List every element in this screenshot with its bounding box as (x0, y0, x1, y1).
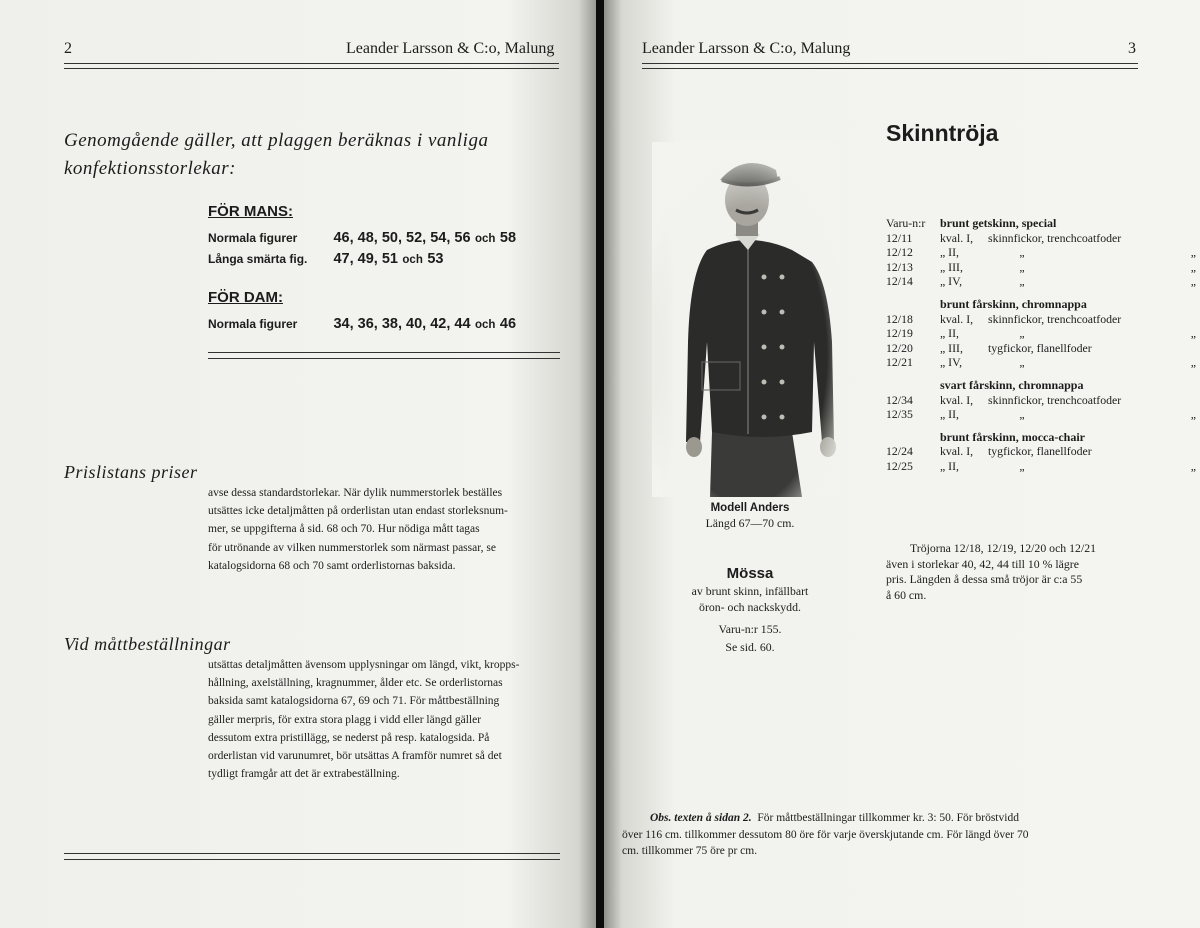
table-row (886, 393, 1196, 408)
measure-line: hållning, axelställning, kragnummer, ålder etc. Se orderlistornas (208, 677, 503, 690)
measure-line: baksida samt katalogsidorna 67, 69 och 71. För måttbeställning (208, 695, 500, 708)
size-label: Normala figurer (208, 317, 298, 331)
table-row (886, 245, 1196, 260)
prices-line: för utrönande av vilken nummerstorlek som närmast passar, se (208, 541, 496, 554)
quality: kval. I, (940, 230, 974, 245)
size-last: 53 (427, 251, 444, 267)
size-label: Normala figurer (208, 231, 298, 245)
table-header-row (886, 216, 1196, 231)
description: skinnfickor, trenchcoatfoder (988, 392, 1122, 407)
table-row (886, 459, 1196, 474)
cap-page-ref: Se sid. 60. (725, 640, 775, 654)
ditto: „ (1190, 458, 1196, 473)
footer-line: cm. tillkommer 75 öre pr cm. (622, 845, 758, 857)
description: tygfickor, flanellfoder (988, 444, 1092, 459)
right-page-number: 3 (1128, 40, 1136, 57)
size-last: 46 (499, 316, 517, 332)
table-row (886, 326, 1196, 341)
measure-line: gäller merpris, för extra stora plagg i vidd eller längd gäller (208, 713, 482, 726)
quality: „ III, (940, 259, 963, 274)
ditto: „ (1019, 326, 1025, 341)
item-number: 12/35 (886, 407, 913, 422)
varu-label: Varu-n:r (886, 216, 926, 230)
note-line: pris. Längden å dessa små tröjor är c:a 55 (886, 572, 1083, 587)
quality: kval. I, (940, 311, 974, 326)
table-row (886, 312, 1196, 327)
table-row (886, 407, 1196, 422)
table-row (886, 341, 1196, 356)
item-number: 12/14 (886, 274, 913, 289)
size-och: och (474, 233, 496, 245)
group-heading: svart fårskinn, chromnappa (940, 377, 1084, 392)
size-values: 34, 36, 38, 40, 42, 44 (333, 316, 471, 332)
table-row (886, 355, 1196, 370)
men-row-normal (208, 229, 516, 247)
men-row-tall (208, 250, 443, 268)
intro-line-1: Genomgående gäller, att plaggen beräknas i vanliga (64, 130, 489, 151)
size-och: och (474, 319, 496, 331)
model-photo (652, 142, 842, 497)
group-heading: brunt fårskinn, mocca-chair (940, 429, 1085, 444)
measure-heading: Vid måttbeställningar (64, 634, 231, 654)
prices-line: katalogsidorna 68 och 70 samt orderlistornas baksida. (208, 559, 456, 572)
product-title: Skinntröja (886, 120, 999, 146)
table-row (886, 274, 1196, 289)
prices-heading: Prislistans priser (64, 462, 198, 482)
footer-note (622, 810, 1138, 860)
sizes-rule (208, 352, 560, 359)
size-values: 47, 49, 51 (333, 251, 398, 267)
cap-line: öron- och nackskydd. (699, 599, 801, 614)
description: tygfickor, flanellfoder (988, 340, 1092, 355)
cap-item-number: Varu-n:r 155. (718, 622, 782, 636)
group-heading: brunt fårskinn, chromnappa (940, 296, 1087, 311)
ditto: „ (1190, 259, 1196, 274)
ditto: „ (1190, 407, 1196, 422)
footer-lead: Obs. texten å sidan 2. (650, 812, 752, 824)
item-number: 12/25 (886, 458, 913, 473)
quality: „ III, (940, 340, 963, 355)
ditto: „ (1190, 245, 1196, 260)
note-line: även i storlekar 40, 42, 44 till 10 % lägre (886, 556, 1079, 571)
right-running-header: Leander Larsson & C:o, Malung (642, 40, 851, 57)
ditto: „ (1019, 259, 1025, 274)
photo-caption-length: Längd 67—70 cm. (705, 516, 795, 530)
footer-line: över 116 cm. tillkommer dessutom 80 öre för varje överskjutande cm. För längd över 70 (622, 828, 1029, 841)
quality: „ II, (940, 245, 959, 260)
measure-paragraph (208, 656, 560, 783)
ditto: „ (1019, 355, 1025, 370)
ditto: „ (1019, 458, 1025, 473)
table-row (886, 260, 1196, 275)
footer-line: För måttbeställningar tillkommer kr. 3: 50. För bröstvidd (757, 812, 1019, 824)
table-header-row (886, 297, 1196, 312)
cap-title: Mössa (726, 565, 774, 582)
measure-line: dessutom extra pristillägg, se nederst på resp. katalogsida. På (208, 731, 490, 744)
measure-line: utsättas detaljmåtten ävensom upplysningar om längd, vikt, kropps- (208, 659, 520, 671)
small-sizes-note (886, 541, 1138, 603)
intro-line-2: konfektionsstorlekar: (64, 158, 236, 179)
measure-line: tydligt framgår att det är extrabeställning. (208, 768, 400, 781)
prices-line: avse dessa standardstorlekar. När dylik nummerstorlek beställes (208, 487, 503, 499)
note-line: Tröjorna 12/18, 12/19, 12/20 och 12/21 (910, 541, 1097, 555)
table-row (886, 444, 1196, 459)
book-gutter (596, 0, 604, 928)
item-number: 12/11 (886, 230, 913, 245)
prices-line: utsättes icke detaljmåtten på orderlistan utan endast storleksnum- (208, 505, 508, 518)
table-header-row (886, 378, 1196, 393)
ditto: „ (1190, 326, 1196, 341)
table-header-row (886, 430, 1196, 445)
prices-line: mer, se uppgifterna å sid. 68 och 70. Hur nödiga mått tagas (208, 523, 480, 536)
prices-paragraph (208, 484, 560, 575)
measure-line: orderlistan vid varunumret, bör utsättas A framför numret så det (208, 750, 502, 763)
item-number: 12/34 (886, 392, 913, 407)
size-last: 58 (499, 230, 517, 246)
item-number: 12/20 (886, 340, 913, 355)
ditto: „ (1190, 355, 1196, 370)
size-label: Långa smärta fig. (208, 252, 308, 266)
left-page-number: 2 (64, 40, 72, 57)
size-values: 46, 48, 50, 52, 54, 56 (333, 230, 471, 246)
note-line: å 60 cm. (886, 587, 927, 602)
left-page (0, 0, 596, 928)
item-number: 12/24 (886, 444, 913, 459)
ditto: „ (1019, 245, 1025, 260)
item-number: 12/13 (886, 259, 913, 274)
header-rule (642, 63, 1138, 69)
quality: kval. I, (940, 392, 974, 407)
item-number: 12/18 (886, 311, 913, 326)
ditto: „ (1190, 274, 1196, 289)
header-rule (64, 63, 559, 69)
left-running-header: Leander Larsson & C:o, Malung (346, 40, 555, 57)
women-title: FÖR DAM: (208, 289, 283, 306)
item-number: 12/21 (886, 355, 913, 370)
quality: „ IV, (940, 274, 963, 289)
description: skinnfickor, trenchcoatfoder (988, 311, 1122, 326)
quality: „ IV, (940, 355, 963, 370)
table-row (886, 231, 1196, 246)
ditto: „ (1019, 407, 1025, 422)
group-heading: brunt getskinn, special (940, 216, 1057, 230)
photo-caption-model: Modell Anders (710, 502, 790, 514)
quality: „ II, (940, 326, 959, 341)
description: skinnfickor, trenchcoatfoder (988, 230, 1122, 245)
item-number: 12/12 (886, 245, 913, 260)
quality: „ II, (940, 458, 959, 473)
men-title: FÖR MANS: (208, 203, 293, 220)
cap-description (660, 584, 840, 615)
size-och: och (402, 254, 423, 266)
cap-line: av brunt skinn, infällbart (691, 584, 809, 598)
price-table (886, 216, 1196, 474)
quality: kval. I, (940, 444, 974, 459)
ditto: „ (1019, 274, 1025, 289)
women-row-normal (208, 315, 516, 333)
footer-rule (64, 853, 560, 860)
right-page (604, 0, 1200, 928)
quality: „ II, (940, 407, 959, 422)
item-number: 12/19 (886, 326, 913, 341)
